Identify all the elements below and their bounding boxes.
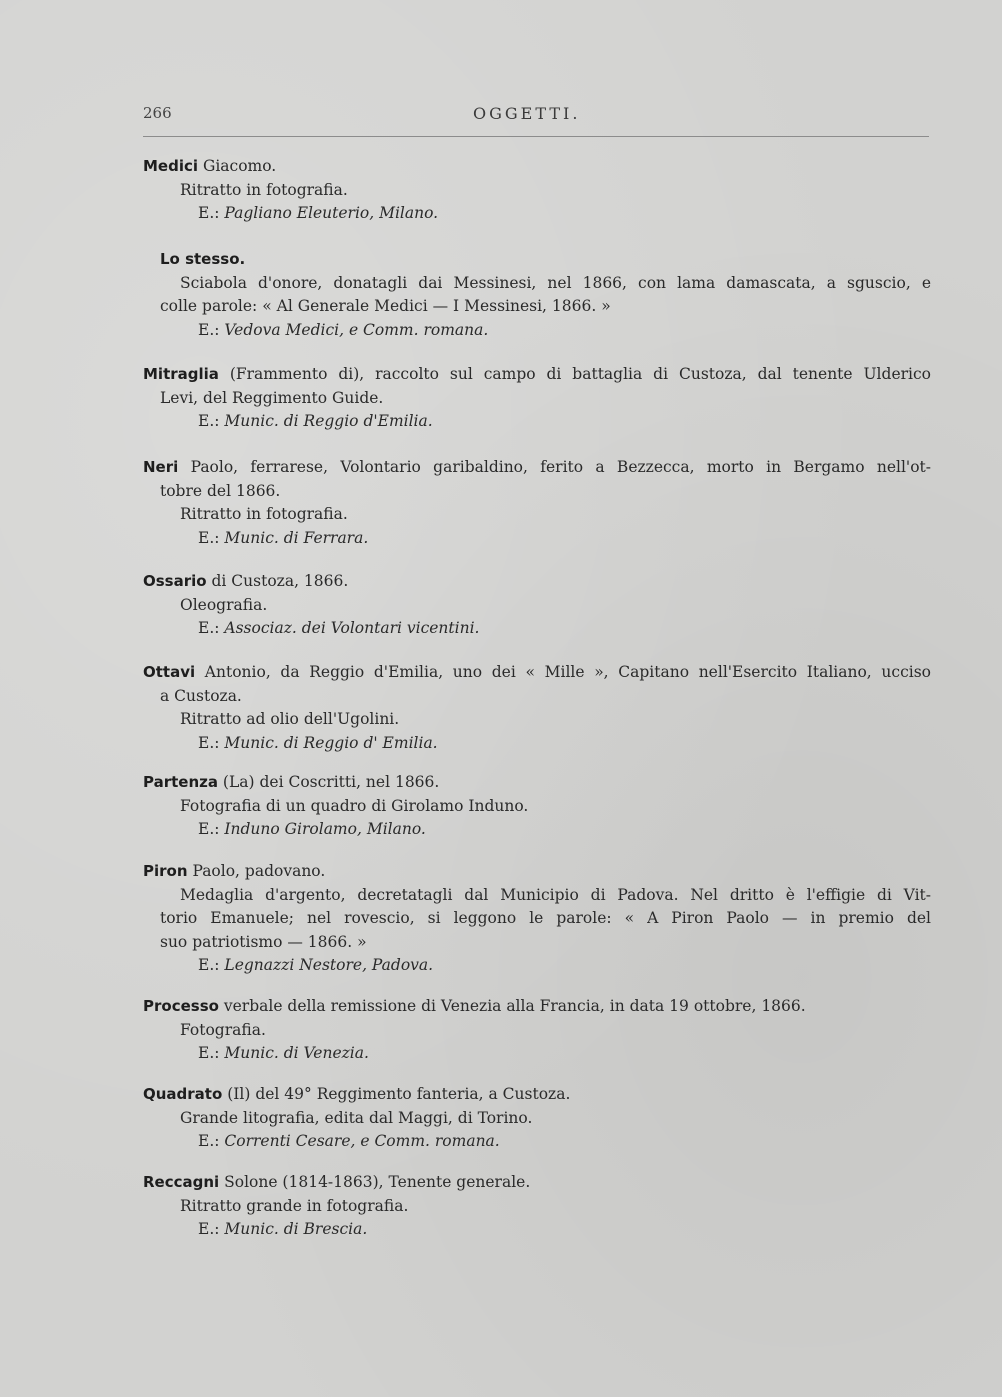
catalog-entry-piron xyxy=(143,860,931,978)
entry-heading: Medici xyxy=(143,157,199,175)
header-rule xyxy=(143,136,929,137)
entry-exhibitor: E.: Vedova Medici, e Comm. romana. xyxy=(198,320,489,339)
catalog-entry-lo-stesso xyxy=(143,248,931,342)
entry-heading: Partenza xyxy=(143,773,218,791)
entry-heading: Processo xyxy=(143,997,219,1015)
entry-heading-text: Antonio, da Reggio d'Emilia, uno dei « Mille », Capitano nell'Esercito Italiano, ucciso xyxy=(195,663,931,681)
entry-continuation: a Custoza. xyxy=(160,686,242,705)
entry-heading: Ottavi xyxy=(143,663,196,681)
entry-exhibitor: E.: Legnazzi Nestore, Padova. xyxy=(198,956,434,974)
entry-description: Fotografia. xyxy=(180,1020,266,1039)
entry-description-cont: colle parole: « Al Generale Medici — I Messinesi, 1866. » xyxy=(160,297,611,315)
entry-exhibitor: E.: Munic. di Ferrara. xyxy=(198,528,369,547)
entry-continuation: torio Emanuele; nel rovescio, si leggono le parole: « A Piron Paolo — in premio del xyxy=(160,909,931,927)
running-title: OGGETTI. xyxy=(473,104,581,123)
entry-description: Grande litografia, edita dal Maggi, di Torino. xyxy=(180,1108,533,1127)
catalog-entry-quadrato xyxy=(143,1083,931,1154)
entry-description: Sciabola d'onore, donatagli dai Messinesi, nel 1866, con lama damascata, a sguscio, e xyxy=(180,273,931,292)
entry-continuation: tobre del 1866. xyxy=(160,481,281,500)
entry-heading-text: (La) dei Coscritti, nel 1866. xyxy=(218,773,440,791)
entry-heading: Piron xyxy=(143,862,188,880)
catalog-entry-reccagni xyxy=(143,1171,931,1242)
entry-heading-text: (Frammento di), raccolto sul campo di battaglia di Custoza, dal tenente Ulderico xyxy=(218,365,931,383)
catalog-entry-partenza xyxy=(143,771,931,842)
entry-heading-text: di Custoza, 1866. xyxy=(206,572,349,590)
entry-continuation: suo patriotismo — 1866. » xyxy=(160,932,367,951)
entry-heading-text: verbale della remissione di Venezia alla Francia, in data 19 ottobre, 1866. xyxy=(218,997,806,1015)
entry-description: Ritratto in fotografia. xyxy=(180,180,348,199)
entry-heading: Quadrato xyxy=(143,1085,223,1103)
entry-continuation: Levi, del Reggimento Guide. xyxy=(160,388,384,407)
entry-exhibitor: E.: Munic. di Reggio d' Emilia. xyxy=(198,733,438,752)
entry-heading-text: (Il) del 49° Reggimento fanteria, a Custoza. xyxy=(222,1085,571,1103)
entry-heading: Reccagni xyxy=(143,1173,220,1191)
catalog-entry-ossario xyxy=(143,570,931,641)
entry-description: Ritratto in fotografia. xyxy=(180,505,348,523)
entry-heading-text: Giacomo. xyxy=(198,157,277,175)
entry-heading-text: Paolo, padovano. xyxy=(187,862,326,880)
entry-heading: Mitraglia xyxy=(143,365,219,383)
entry-description: Ritratto ad olio dell'Ugolini. xyxy=(180,710,400,728)
catalog-entry-mitraglia xyxy=(143,363,931,434)
entry-description: Ritratto grande in fotografia. xyxy=(180,1196,409,1215)
page-header xyxy=(143,104,929,130)
catalog-entry-processo xyxy=(143,995,931,1066)
entry-description: Oleografia. xyxy=(180,595,268,614)
page-number: 266 xyxy=(143,104,172,122)
entry-heading-text: Paolo, ferrarese, Volontario garibaldino, ferito a Bezzecca, morto in Bergamo nell'ot- xyxy=(178,458,931,476)
entry-exhibitor: E.: Munic. di Brescia. xyxy=(198,1220,368,1238)
entry-heading-text: Solone (1814-1863), Tenente generale. xyxy=(219,1173,531,1191)
entry-description: Fotografia di un quadro di Girolamo Induno. xyxy=(180,796,529,815)
entry-exhibitor: E.: Pagliano Eleuterio, Milano. xyxy=(198,204,439,222)
catalog-entry-medici xyxy=(143,155,931,226)
entry-exhibitor: E.: Correnti Cesare, e Comm. romana. xyxy=(198,1132,500,1150)
entry-exhibitor: E.: Munic. di Venezia. xyxy=(198,1044,369,1062)
catalog-entry-ottavi xyxy=(143,661,931,755)
entry-exhibitor: E.: Induno Girolamo, Milano. xyxy=(198,820,426,838)
entry-exhibitor: E.: Associaz. dei Volontari vicentini. xyxy=(198,619,480,637)
catalog-entry-neri xyxy=(143,456,931,550)
entry-description: Medaglia d'argento, decretatagli dal Municipio di Padova. Nel dritto è l'effigie di Vit- xyxy=(180,885,931,904)
entry-exhibitor: E.: Munic. di Reggio d'Emilia. xyxy=(198,412,433,430)
entry-heading: Neri xyxy=(143,458,179,476)
entry-heading: Lo stesso. xyxy=(160,250,246,268)
entry-heading: Ossario xyxy=(143,572,207,590)
